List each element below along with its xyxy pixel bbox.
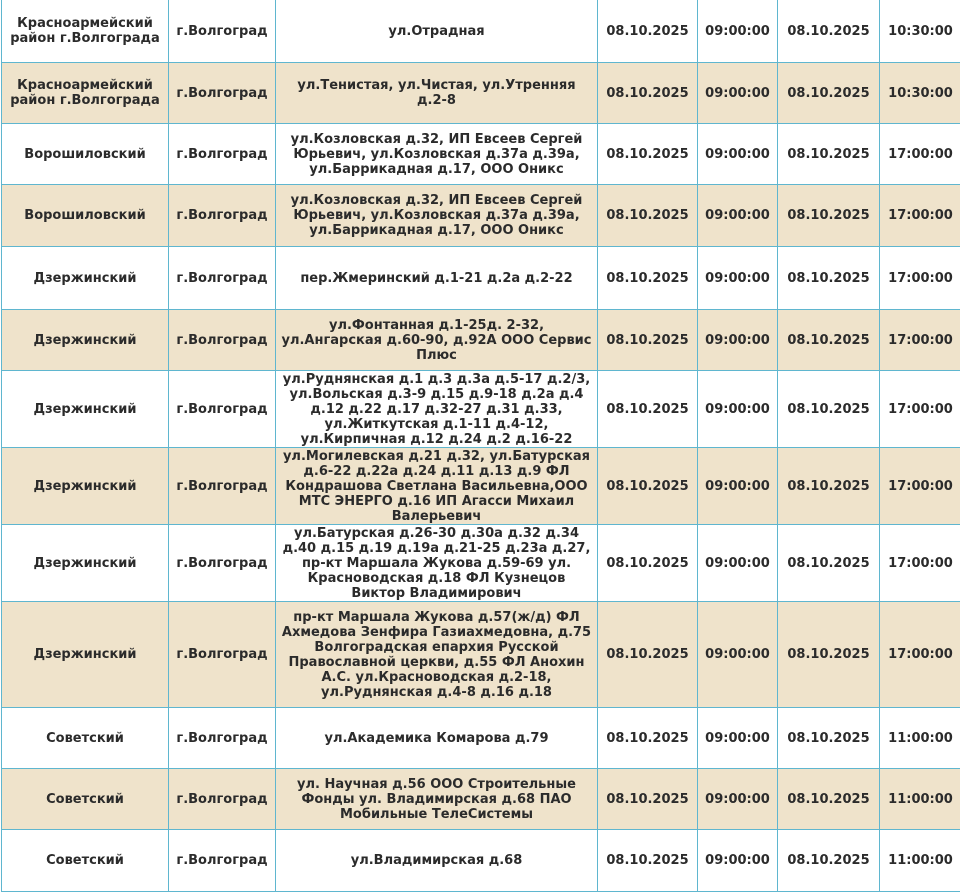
district-cell: Советский [2, 769, 169, 830]
district-cell: Советский [2, 708, 169, 769]
district-cell: Дзержинский [2, 525, 169, 602]
district-cell: Красноармейский район г.Волгограда [2, 0, 169, 63]
table-row [2, 830, 960, 892]
address-cell: ул.Козловская д.32, ИП Евсеев Сергей Юрьевич, ул.Козловская д.37а д.39а, ул.Баррикадная д.17, ООО Оникс [276, 185, 598, 247]
address-cell: ул. Научная д.56 ООО Строительные Фонды ул. Владимирская д.68 ПАО Мобильные ТелеСистемы [276, 769, 598, 830]
city-cell: г.Волгоград [169, 448, 276, 525]
start-date-cell: 08.10.2025 [598, 602, 698, 708]
district-cell: Дзержинский [2, 247, 169, 310]
end-time-cell: 17:00:00 [880, 247, 960, 310]
start-date-cell: 08.10.2025 [598, 124, 698, 185]
district-cell: Дзержинский [2, 602, 169, 708]
start-time-cell: 09:00:00 [698, 124, 778, 185]
end-date-cell: 08.10.2025 [778, 830, 880, 892]
address-cell: ул.Батурская д.26-30 д.30а д.32 д.34 д.40 д.15 д.19 д.19а д.21-25 д.23а д.27, пр-кт Маршала Жукова д.59-69 ул. Красноводская д.18 ФЛ Кузнецов Виктор Владимирович [276, 525, 598, 602]
city-cell: г.Волгоград [169, 247, 276, 310]
end-date-cell: 08.10.2025 [778, 708, 880, 769]
table-row [2, 525, 960, 602]
end-date-cell: 08.10.2025 [778, 124, 880, 185]
end-date-cell: 08.10.2025 [778, 63, 880, 124]
start-time-cell: 09:00:00 [698, 769, 778, 830]
table-row [2, 371, 960, 448]
outage-schedule-table [1, 0, 960, 892]
start-time-cell: 09:00:00 [698, 830, 778, 892]
end-date-cell: 08.10.2025 [778, 185, 880, 247]
district-cell: Красноармейский район г.Волгограда [2, 63, 169, 124]
start-date-cell: 08.10.2025 [598, 371, 698, 448]
start-time-cell: 09:00:00 [698, 448, 778, 525]
end-time-cell: 10:30:00 [880, 0, 960, 63]
city-cell: г.Волгоград [169, 371, 276, 448]
start-time-cell: 09:00:00 [698, 63, 778, 124]
start-date-cell: 08.10.2025 [598, 708, 698, 769]
end-time-cell: 17:00:00 [880, 124, 960, 185]
district-cell: Ворошиловский [2, 185, 169, 247]
end-date-cell: 08.10.2025 [778, 247, 880, 310]
end-date-cell: 08.10.2025 [778, 0, 880, 63]
start-time-cell: 09:00:00 [698, 602, 778, 708]
city-cell: г.Волгоград [169, 830, 276, 892]
address-cell: ул.Фонтанная д.1-25д. 2-32, ул.Ангарская д.60-90, д.92А ООО Сервис Плюс [276, 310, 598, 371]
start-time-cell: 09:00:00 [698, 708, 778, 769]
table-row [2, 124, 960, 185]
table-body [2, 0, 960, 892]
end-time-cell: 10:30:00 [880, 63, 960, 124]
address-cell: ул.Козловская д.32, ИП Евсеев Сергей Юрьевич, ул.Козловская д.37а д.39а, ул.Баррикадная д.17, ООО Оникс [276, 124, 598, 185]
start-time-cell: 09:00:00 [698, 310, 778, 371]
end-date-cell: 08.10.2025 [778, 371, 880, 448]
end-time-cell: 17:00:00 [880, 448, 960, 525]
end-time-cell: 17:00:00 [880, 602, 960, 708]
address-cell: ул.Академика Комарова д.79 [276, 708, 598, 769]
city-cell: г.Волгоград [169, 769, 276, 830]
table-row [2, 63, 960, 124]
start-date-cell: 08.10.2025 [598, 830, 698, 892]
table-row [2, 602, 960, 708]
table-row [2, 769, 960, 830]
city-cell: г.Волгоград [169, 63, 276, 124]
end-time-cell: 17:00:00 [880, 310, 960, 371]
address-cell: ул.Могилевская д.21 д.32, ул.Батурская д.6-22 д.22а д.24 д.11 д.13 д.9 ФЛ Кондрашова Светлана Васильевна,ООО МТС ЭНЕРГО д.16 ИП Агасси Михаил Валерьевич [276, 448, 598, 525]
district-cell: Дзержинский [2, 448, 169, 525]
table-row [2, 0, 960, 63]
address-cell: пер.Жмеринский д.1-21 д.2а д.2-22 [276, 247, 598, 310]
city-cell: г.Волгоград [169, 185, 276, 247]
end-time-cell: 11:00:00 [880, 769, 960, 830]
start-date-cell: 08.10.2025 [598, 0, 698, 63]
city-cell: г.Волгоград [169, 310, 276, 371]
end-time-cell: 11:00:00 [880, 708, 960, 769]
start-date-cell: 08.10.2025 [598, 63, 698, 124]
end-date-cell: 08.10.2025 [778, 448, 880, 525]
start-time-cell: 09:00:00 [698, 0, 778, 63]
end-time-cell: 17:00:00 [880, 525, 960, 602]
start-date-cell: 08.10.2025 [598, 769, 698, 830]
start-date-cell: 08.10.2025 [598, 525, 698, 602]
end-time-cell: 17:00:00 [880, 371, 960, 448]
start-time-cell: 09:00:00 [698, 371, 778, 448]
end-date-cell: 08.10.2025 [778, 769, 880, 830]
address-cell: ул.Отрадная [276, 0, 598, 63]
address-cell: ул.Тенистая, ул.Чистая, ул.Утренняя д.2-8 [276, 63, 598, 124]
start-time-cell: 09:00:00 [698, 185, 778, 247]
table-row [2, 310, 960, 371]
start-time-cell: 09:00:00 [698, 525, 778, 602]
city-cell: г.Волгоград [169, 602, 276, 708]
table-row [2, 247, 960, 310]
start-date-cell: 08.10.2025 [598, 247, 698, 310]
city-cell: г.Волгоград [169, 525, 276, 602]
address-cell: пр-кт Маршала Жукова д.57(ж/д) ФЛ Ахмедова Зенфира Газиахмедовна, д.75 Волгоградская епархия Русской Православной церкви, д.55 ФЛ Анохин А.С. ул.Красноводская д.2-18, ул.Руднянская д.4-8 д.16 д.18 [276, 602, 598, 708]
end-time-cell: 11:00:00 [880, 830, 960, 892]
table-row [2, 708, 960, 769]
start-date-cell: 08.10.2025 [598, 448, 698, 525]
end-date-cell: 08.10.2025 [778, 602, 880, 708]
start-time-cell: 09:00:00 [698, 247, 778, 310]
district-cell: Дзержинский [2, 371, 169, 448]
district-cell: Дзержинский [2, 310, 169, 371]
table-row [2, 448, 960, 525]
district-cell: Ворошиловский [2, 124, 169, 185]
start-date-cell: 08.10.2025 [598, 185, 698, 247]
city-cell: г.Волгоград [169, 0, 276, 63]
city-cell: г.Волгоград [169, 708, 276, 769]
end-date-cell: 08.10.2025 [778, 310, 880, 371]
end-time-cell: 17:00:00 [880, 185, 960, 247]
district-cell: Советский [2, 830, 169, 892]
end-date-cell: 08.10.2025 [778, 525, 880, 602]
address-cell: ул.Руднянская д.1 д.3 д.3а д.5-17 д.2/3, ул.Вольская д.3-9 д.15 д.9-18 д.2а д.4 д.12 д.22 д.17 д.32-27 д.31 д.33, ул.Житкутская д.1-11 д.4-12, ул.Кирпичная д.12 д.24 д.2 д.16-22 [276, 371, 598, 448]
city-cell: г.Волгоград [169, 124, 276, 185]
address-cell: ул.Владимирская д.68 [276, 830, 598, 892]
table-row [2, 185, 960, 247]
start-date-cell: 08.10.2025 [598, 310, 698, 371]
